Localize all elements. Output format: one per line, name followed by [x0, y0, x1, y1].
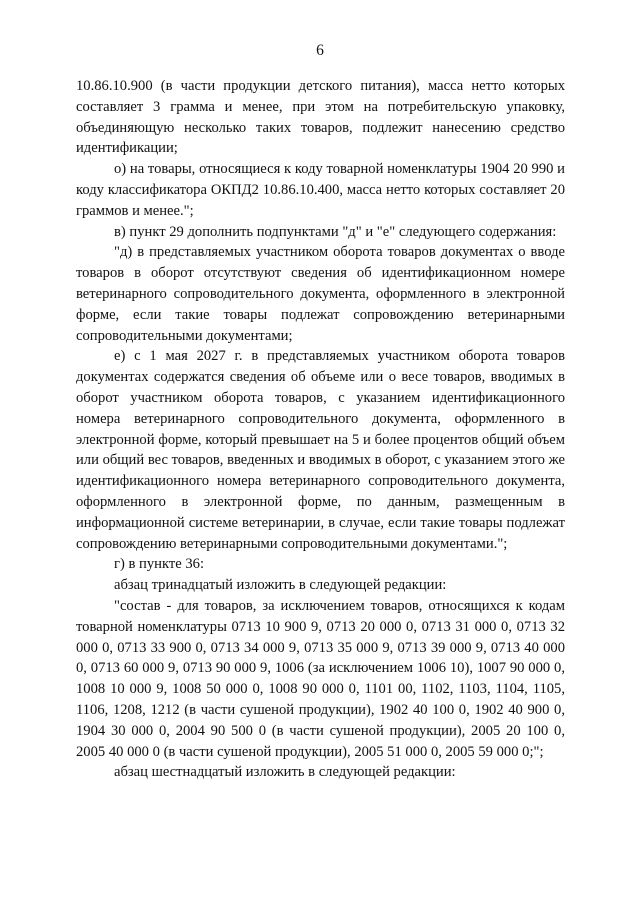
paragraph-subitem-g: г) в пункте 36: [114, 556, 204, 573]
paragraph-thirteenth-intro: абзац тринадцатый изложить в следующей редакции: [114, 577, 447, 594]
paragraph-subitem-e: е) с 1 мая 2027 г. в представляемых участником оборота товаров документах содержатся сведения об объеме или о весе товаров, вводимых в оборот участником оборота товаров, с указанием идентификационного номера ветеринарного сопроводительного документа, оформленного в электронной форме, который превышает на 5 и более процентов общий объем или общий вес товаров, введенных и вводимых в оборот, с указанием этого же идентификационного номера ветеринарного сопроводительного документа, оформленного в электронной форме, по данным, размещенным в информационной системе ветеринарии, в случае, если такие товары подлежат сопровождению ветеринарными сопроводительными документами."; [76, 348, 565, 552]
paragraph-subitem-v: в) пункт 29 дополнить подпунктами "д" и "е" следующего содержания: [114, 223, 557, 240]
paragraph-subitem-o: о) на товары, относящиеся к коду товарной номенклатуры 1904 20 990 и коду классификатора ОКПД2 10.86.10.400, масса нетто которых составляет 20 граммов и менее."; [76, 161, 565, 219]
paragraph-continuation: 10.86.10.900 (в части продукции детского питания), масса нетто которых составляет 3 грамма и менее, при этом на потребительскую упаковку, объединяющую несколько таких товаров, подлежит нанесению средство идентификации; [76, 78, 565, 157]
page-number: 6 [316, 42, 324, 59]
paragraph-sixteenth-intro: абзац шестнадцатый изложить в следующей редакции: [114, 764, 456, 781]
paragraph-composition: "состав - для товаров, за исключением товаров, относящихся к кодам товарной номенклатуры 0713 10 900 9, 0713 20 000 0, 0713 31 000 0, 0713 32 000 0, 0713 33 900 0, 0713 34 000 9, 0713 35 000 9, 0713 39 000 9, 0713 40 000 0, 0713 60 000 9, 0713 90 000 9, 1006 (за исключением 1006 10), 1007 90 000 0, 1008 10 000 9, 1008 50 000 0, 1008 90 000 0, 1101 00, 1102, 1103, 1104, 1105, 1106, 1208, 1212 (в части сушеной продукции), 1902 40 100 0, 1902 40 900 0, 1904 30 000 0, 2004 90 500 0 (в части сушеной продукции), 2005 20 100 0, 2005 40 000 0 (в части сушеной продукции), 2005 51 000 0, 2005 59 000 0;"; [76, 597, 565, 760]
paragraph-subitem-d: "д) в представляемых участником оборота товаров документах о вводе товаров в оборот отсутствуют сведения об идентификационном номере ветеринарного сопроводительного документа, оформленного в электронной форме, если такие товары подлежат сопровождению ветеринарными сопроводительными документами; [76, 244, 565, 344]
document-body [76, 76, 565, 783]
